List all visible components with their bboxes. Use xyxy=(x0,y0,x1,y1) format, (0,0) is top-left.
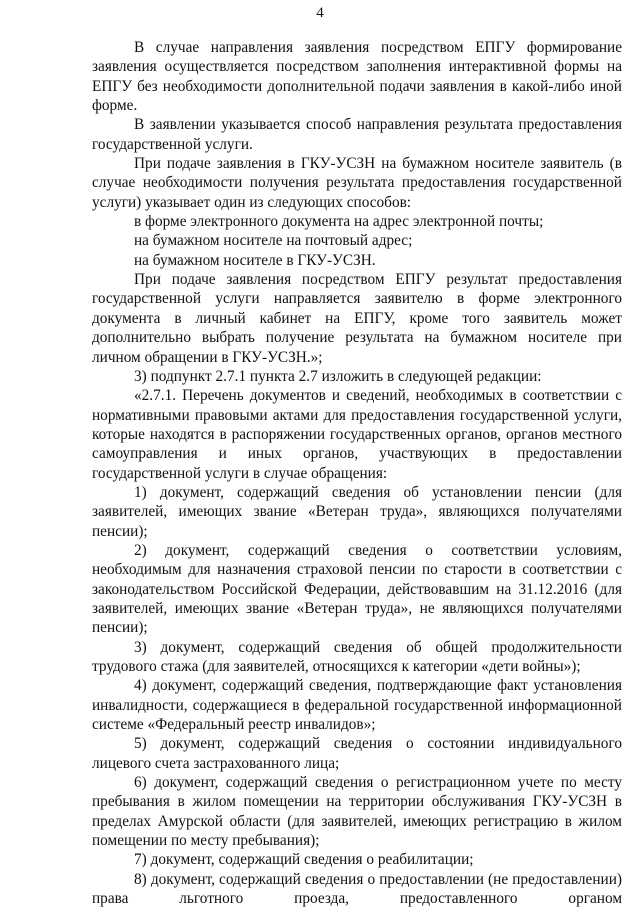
paragraph-epgu-result: При подаче заявления посредством ЕПГУ результат предоставления государственной услуги направляется заявителю в форме электронного документа в личный кабинет на ЕПГУ, кроме того заявитель может дополнительно выбрать получение результата на бумажном носителе при личном обращении в ГКУ-УСЗН.»; xyxy=(92,271,622,366)
list-item-doc-4: 4) документ, содержащий сведения, подтверждающие факт установления инвалидности, содержащиеся в федеральной государственной информационной системе «Федеральный реестр инвалидов»; xyxy=(92,677,622,734)
list-item-doc-8: 8) документ, содержащий сведения о предоставлении (не предоставлении) права льготного проезда, предоставленного органом xyxy=(92,870,622,908)
list-item-doc-7: 7) документ, содержащий сведения о реабилитации; xyxy=(134,851,474,869)
list-item-doc-1: 1) документ, содержащий сведения об установлении пенсии (для заявителей, имеющих звание «Ветеран труда», являющихся получателями пенсии); xyxy=(92,483,622,540)
list-item-email: в форме электронного документа на адрес электронной почты; xyxy=(134,213,544,231)
paragraph-paper-application: При подаче заявления в ГКУ-УСЗН на бумажном носителе заявитель (в случае необходимости получения результата предоставления государственной услуги) указывает один из следующих способов: xyxy=(92,155,622,211)
paragraph-subclause-3: 3) подпункт 2.7.1 пункта 2.7 изложить в следующей редакции: xyxy=(134,367,542,385)
list-item-doc-6: 6) документ, содержащий сведения о регистрационном учете по месту пребывания в жилом помещении на территории обслуживания ГКУ-УСЗН в пределах Амурской области (для заявителей, имеющих регистрацию в жилом помещении по месту пребывания); xyxy=(92,774,622,850)
page-number: 4 xyxy=(316,5,324,21)
paragraph-clause-2-7-1: «2.7.1. Перечень документов и сведений, необходимых в соответствии с нормативными правовыми актами для предоставления государственной услуги, которые находятся в распоряжении государственных органов, органов местного самоуправления и иных органов, участвующих в предоставлении государственной услуги в случае обращения: xyxy=(92,387,622,482)
paragraph-epgu-application: В случае направления заявления посредством ЕПГУ формирование заявления осуществляется посредством заполнения интерактивной формы на ЕПГУ без необходимости дополнительной подачи заявления в какой-либо иной форме. xyxy=(92,39,622,115)
list-item-doc-3: 3) документ, содержащий сведения об общей продолжительности трудового стажа (для заявителей, относящихся к категории «дети войны»); xyxy=(92,638,622,675)
list-item-postal: на бумажном носителе на почтовый адрес; xyxy=(134,232,413,250)
paragraph-result-method: В заявлении указывается способ направления результата предоставления государственной услуги. xyxy=(92,116,622,153)
document-body xyxy=(92,38,622,908)
list-item-doc-2: 2) документ, содержащий сведения о соответствии условиям, необходимым для назначения страховой пенсии по старости в соответствии с законодательством Российской Федерации, действовавшим на 31.12.2016 (для заявителей, имеющих звание «Ветеран труда», не являющихся получателями пенсии); xyxy=(92,541,622,637)
list-item-office: на бумажном носителе в ГКУ-УСЗН. xyxy=(134,251,376,269)
list-item-doc-5: 5) документ, содержащий сведения о состоянии индивидуального лицевого счета застрахованного лица; xyxy=(92,735,622,772)
